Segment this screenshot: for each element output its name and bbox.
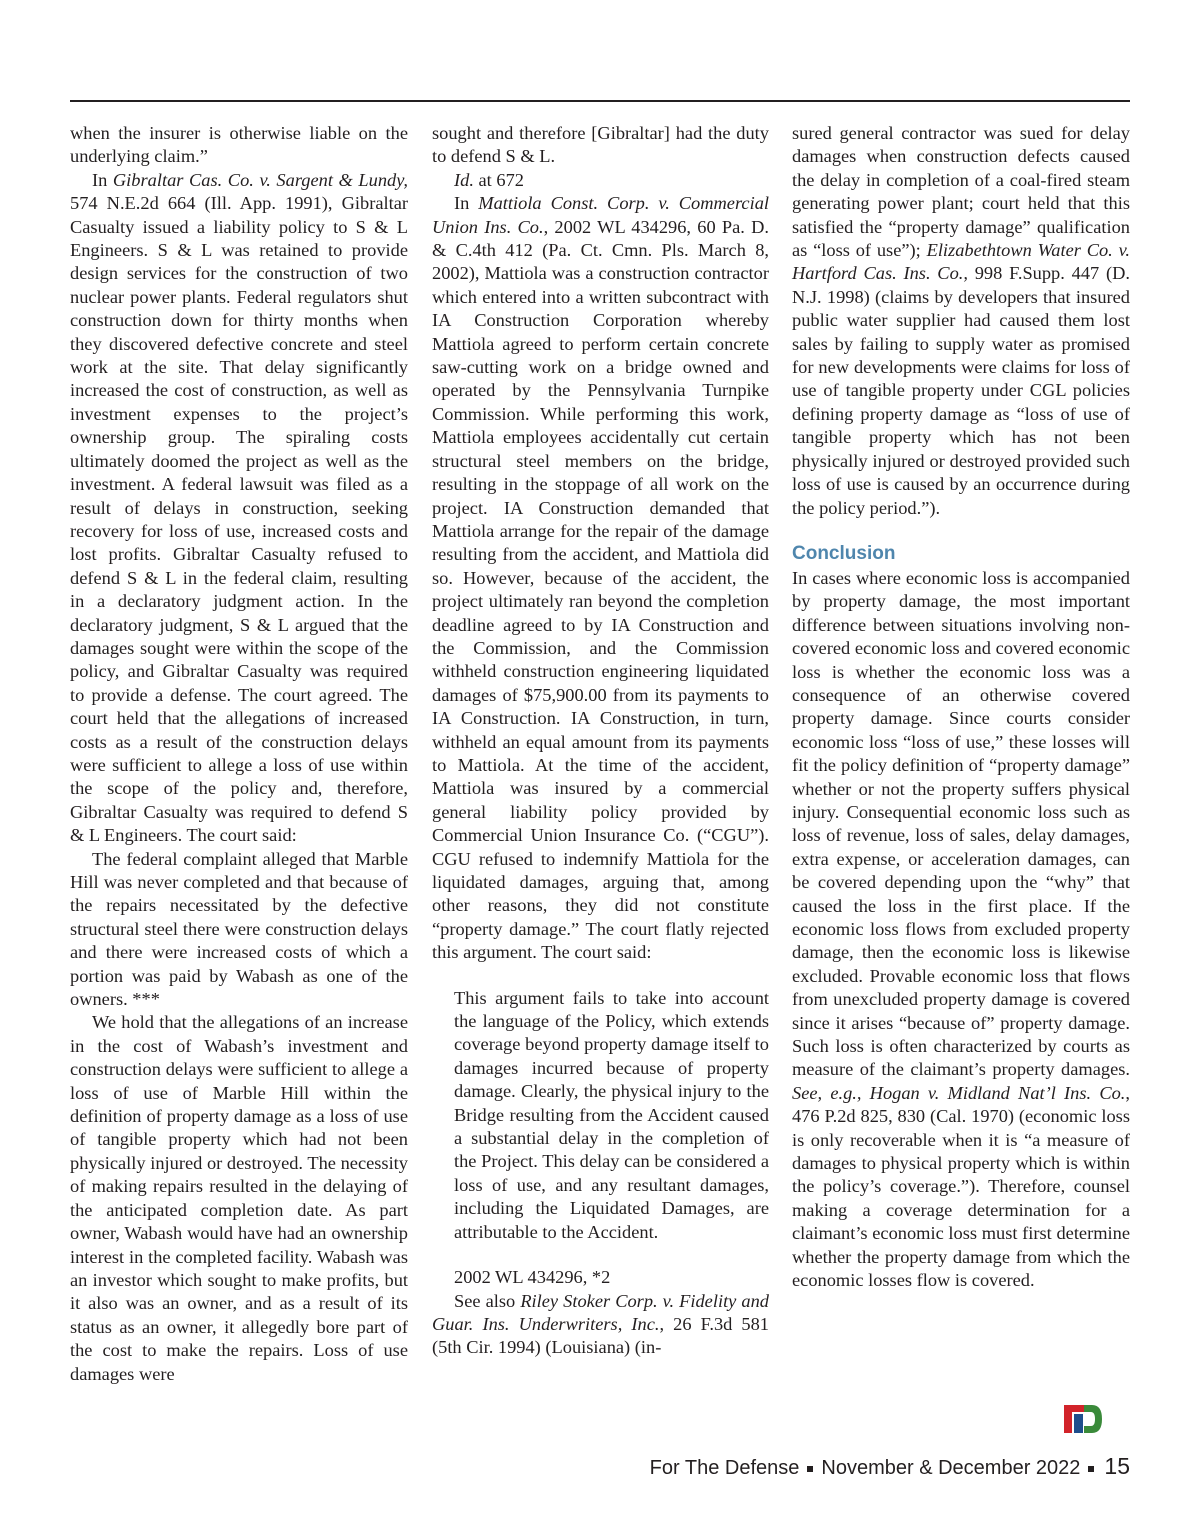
column-2 (432, 122, 769, 1360)
citation: Id. at 672 (454, 169, 524, 190)
top-rule (70, 100, 1130, 102)
page-number: 15 (1104, 1453, 1130, 1479)
column-3 (792, 122, 1130, 1293)
paragraph-see-also: See also Riley Stoker Corp. v. Fidelity and Guar. Ins. Underwriters, Inc., 26 F.3d 581 (5th Cir. 1994) (Louisiana) (in- (432, 1290, 769, 1358)
paragraph-mattiola: In Mattiola Const. Corp. v. Commercial Union Ins. Co., 2002 WL 434296, 60 Pa. D. & C.4th 412 (Pa. Ct. Cmn. Pls. March 8, 2002), Mattiola was a construction contractor which entered into a written subcontract with IA Construction Corporation whereby Mattiola agreed to perform certain concrete saw-cutting work on a bridge owned and operated by the Pennsylvania Turnpike Commission. While performing this work, Mattiola employees accidentally cut certain structural steel members on the bridge, resulting in the stoppage of all work on the project. IA Construction demanded that Mattiola arrange for the repair of the damage resulting from the accident, and Mattiola did so. However, because of the accident, the project ultimately ran beyond the completion deadline agreed to by IA Construction and the Commission, and the Commission withheld construction engineering liquidated damages of $75,900.00 from its payments to IA Construction. IA Construction, in turn, withheld an equal amount from its payments to Mattiola. At the time of the accident, Mattiola was insured by a commercial general liability policy provided by Commercial Union Insurance Co. (“CGU”). CGU refused to indemnify Mattiola for the liquidated damages, arguing that, among other reasons, they did not constitute “property damage.” The court flatly rejected this argument. The court said: (432, 193, 769, 963)
section-heading: Conclusion (792, 542, 896, 564)
quoted-paragraph: The federal complaint alleged that Marble Hill was never completed and that because of the repairs necessitated by the defective structural steel there were construction delays and there were increased costs of which a portion was paid by Wabash as one of the owners. *** (70, 848, 408, 1010)
separator-square-icon (1088, 1466, 1094, 1472)
issue-date: November & December 2022 (821, 1457, 1081, 1479)
page-footer (650, 1453, 1130, 1480)
paragraph: sought and therefore [Gibraltar] had the duty to defend S & L. (432, 123, 769, 167)
paragraph: sured general contractor was sued for delay damages when construction defects caused the delay in completion of a coal-fired steam generating power plant; court held that this satisfied the “property damage” qualification as “loss of use”); Elizabethtown Water Co. v. Hartford Cas. Ins. Co., 998 F.Supp. 447 (D. N.J. 1998) (claims by developers that insured public water supplier had caused them lost sales by failing to supply water as promised for new developments were claims for loss of use of tangible property under CGL policies defining property damage as “loss of use of tangible property which has not been physically injured or destroyed provided such loss of use is caused by an occurrence during the policy period.”). (792, 123, 1130, 518)
paragraph-conclusion: In cases where economic loss is accompanied by property damage, the most important difference between situations involving non-covered economic loss and covered economic loss is whether the economic loss was a consequence of an otherwise covered property damage. Since courts consider economic loss “loss of use,” these losses will fit the policy definition of “property damage” whether or not the property suffers physical injury. Consequential economic loss such as loss of revenue, loss of sales, delay damages, extra expense, or acceleration damages, can be covered depending upon the “why” that caused the loss in the first place. If the economic loss flows from excluded property damage, then the economic loss is likewise excluded. Provable economic loss that flows from unexcluded property damage is covered since it arises “because of” property damage. Such loss is often characterized by courts as measure of the claimant’s property damages. See, e.g., Hogan v. Midland Nat’l Ins. Co., 476 P.2d 825, 830 (Cal. 1970) (economic loss is only recoverable when it is “a measure of damages to physical property which is within the policy’s coverage.”). Therefore, counsel making a coverage determination for a claimant’s economic loss must first determine whether the property damage from which the economic losses flow is covered. (792, 567, 1130, 1291)
case-name: Riley Stoker Corp. v. Fidelity and Guar. Ins. Underwriters, Inc. (432, 1290, 769, 1334)
case-name: See, e.g., Hogan v. Midland Nat’l Ins. Co. (792, 1082, 1126, 1103)
case-name: Mattiola Const. Corp. v. Commercial Union Ins. Co. (432, 193, 769, 237)
column-1 (70, 122, 408, 1386)
case-name: Gibraltar Cas. Co. v. Sargent & Lundy, (112, 169, 408, 190)
separator-square-icon (807, 1466, 813, 1472)
citation: 2002 WL 434296, *2 (454, 1267, 611, 1288)
paragraph: when the insurer is otherwise liable on the underlying claim.” (70, 123, 408, 167)
paragraph-gibraltar: In Gibraltar Cas. Co. v. Sargent & Lundy, 574 N.E.2d 664 (Ill. App. 1991), Gibraltar Casualty issued a liability policy to S & L Engineers. S & L was retained to provide design services for the construction of two nuclear power plants. Federal regulators shut construction down for thirty months when they discovered defective concrete and steel work at the site. That delay significantly increased the cost of construction, as well as investment expenses to the project’s ownership group. The spiraling costs ultimately doomed the project as well as the investment. A federal lawsuit was filed as a result of delays in construction, seeking recovery for loss of use, increased costs and lost profits. Gibraltar Casualty refused to defend S & L in the federal claim, resulting in a declaratory judgment action. In the declaratory judgment, S & L argued that the damages sought were within the scope of the policy, and Gibraltar Casualty was required to provide a defense. The court agreed. The court held that the allegations of increased costs as a result of the construction delays were sufficient to allege a loss of use within the scope of the policy and, therefore, Gibraltar Casualty was required to defend S & L Engineers. The court said: (70, 169, 408, 846)
ftd-logo-icon (1062, 1402, 1104, 1436)
case-name: Elizabethtown Water Co. v. Hartford Cas. Ins. Co., (792, 240, 1130, 284)
block-quote: This argument fails to take into account the language of the Policy, which extends coverage beyond property damage itself to damages incurred because of property damage. Clearly, the physical injury to the Bridge resulting from the Accident caused a substantial delay in the completion of the Project. This delay can be considered a loss of use, and any resultant damages, including the Liquidated Damages, are attributable to the Accident. (454, 987, 769, 1242)
publication-name: For The Defense (649, 1457, 800, 1479)
quoted-paragraph: We hold that the allegations of an increase in the cost of Wabash’s investment and construction delays were sufficient to allege a loss of use of Marble Hill within the definition of property damage as a loss of use of tangible property which had not been physically injured or destroyed. The necessity of making repairs resulted in the delaying of the anticipated completion date. As part owner, Wabash would have had an ownership interest in the completed facility. Wabash was an investor which sought to make profits, but it also was an owner, and as a result of its status as an owner, it allegedly bore part of the cost to make the repairs. Loss of use damages were (70, 1012, 408, 1384)
